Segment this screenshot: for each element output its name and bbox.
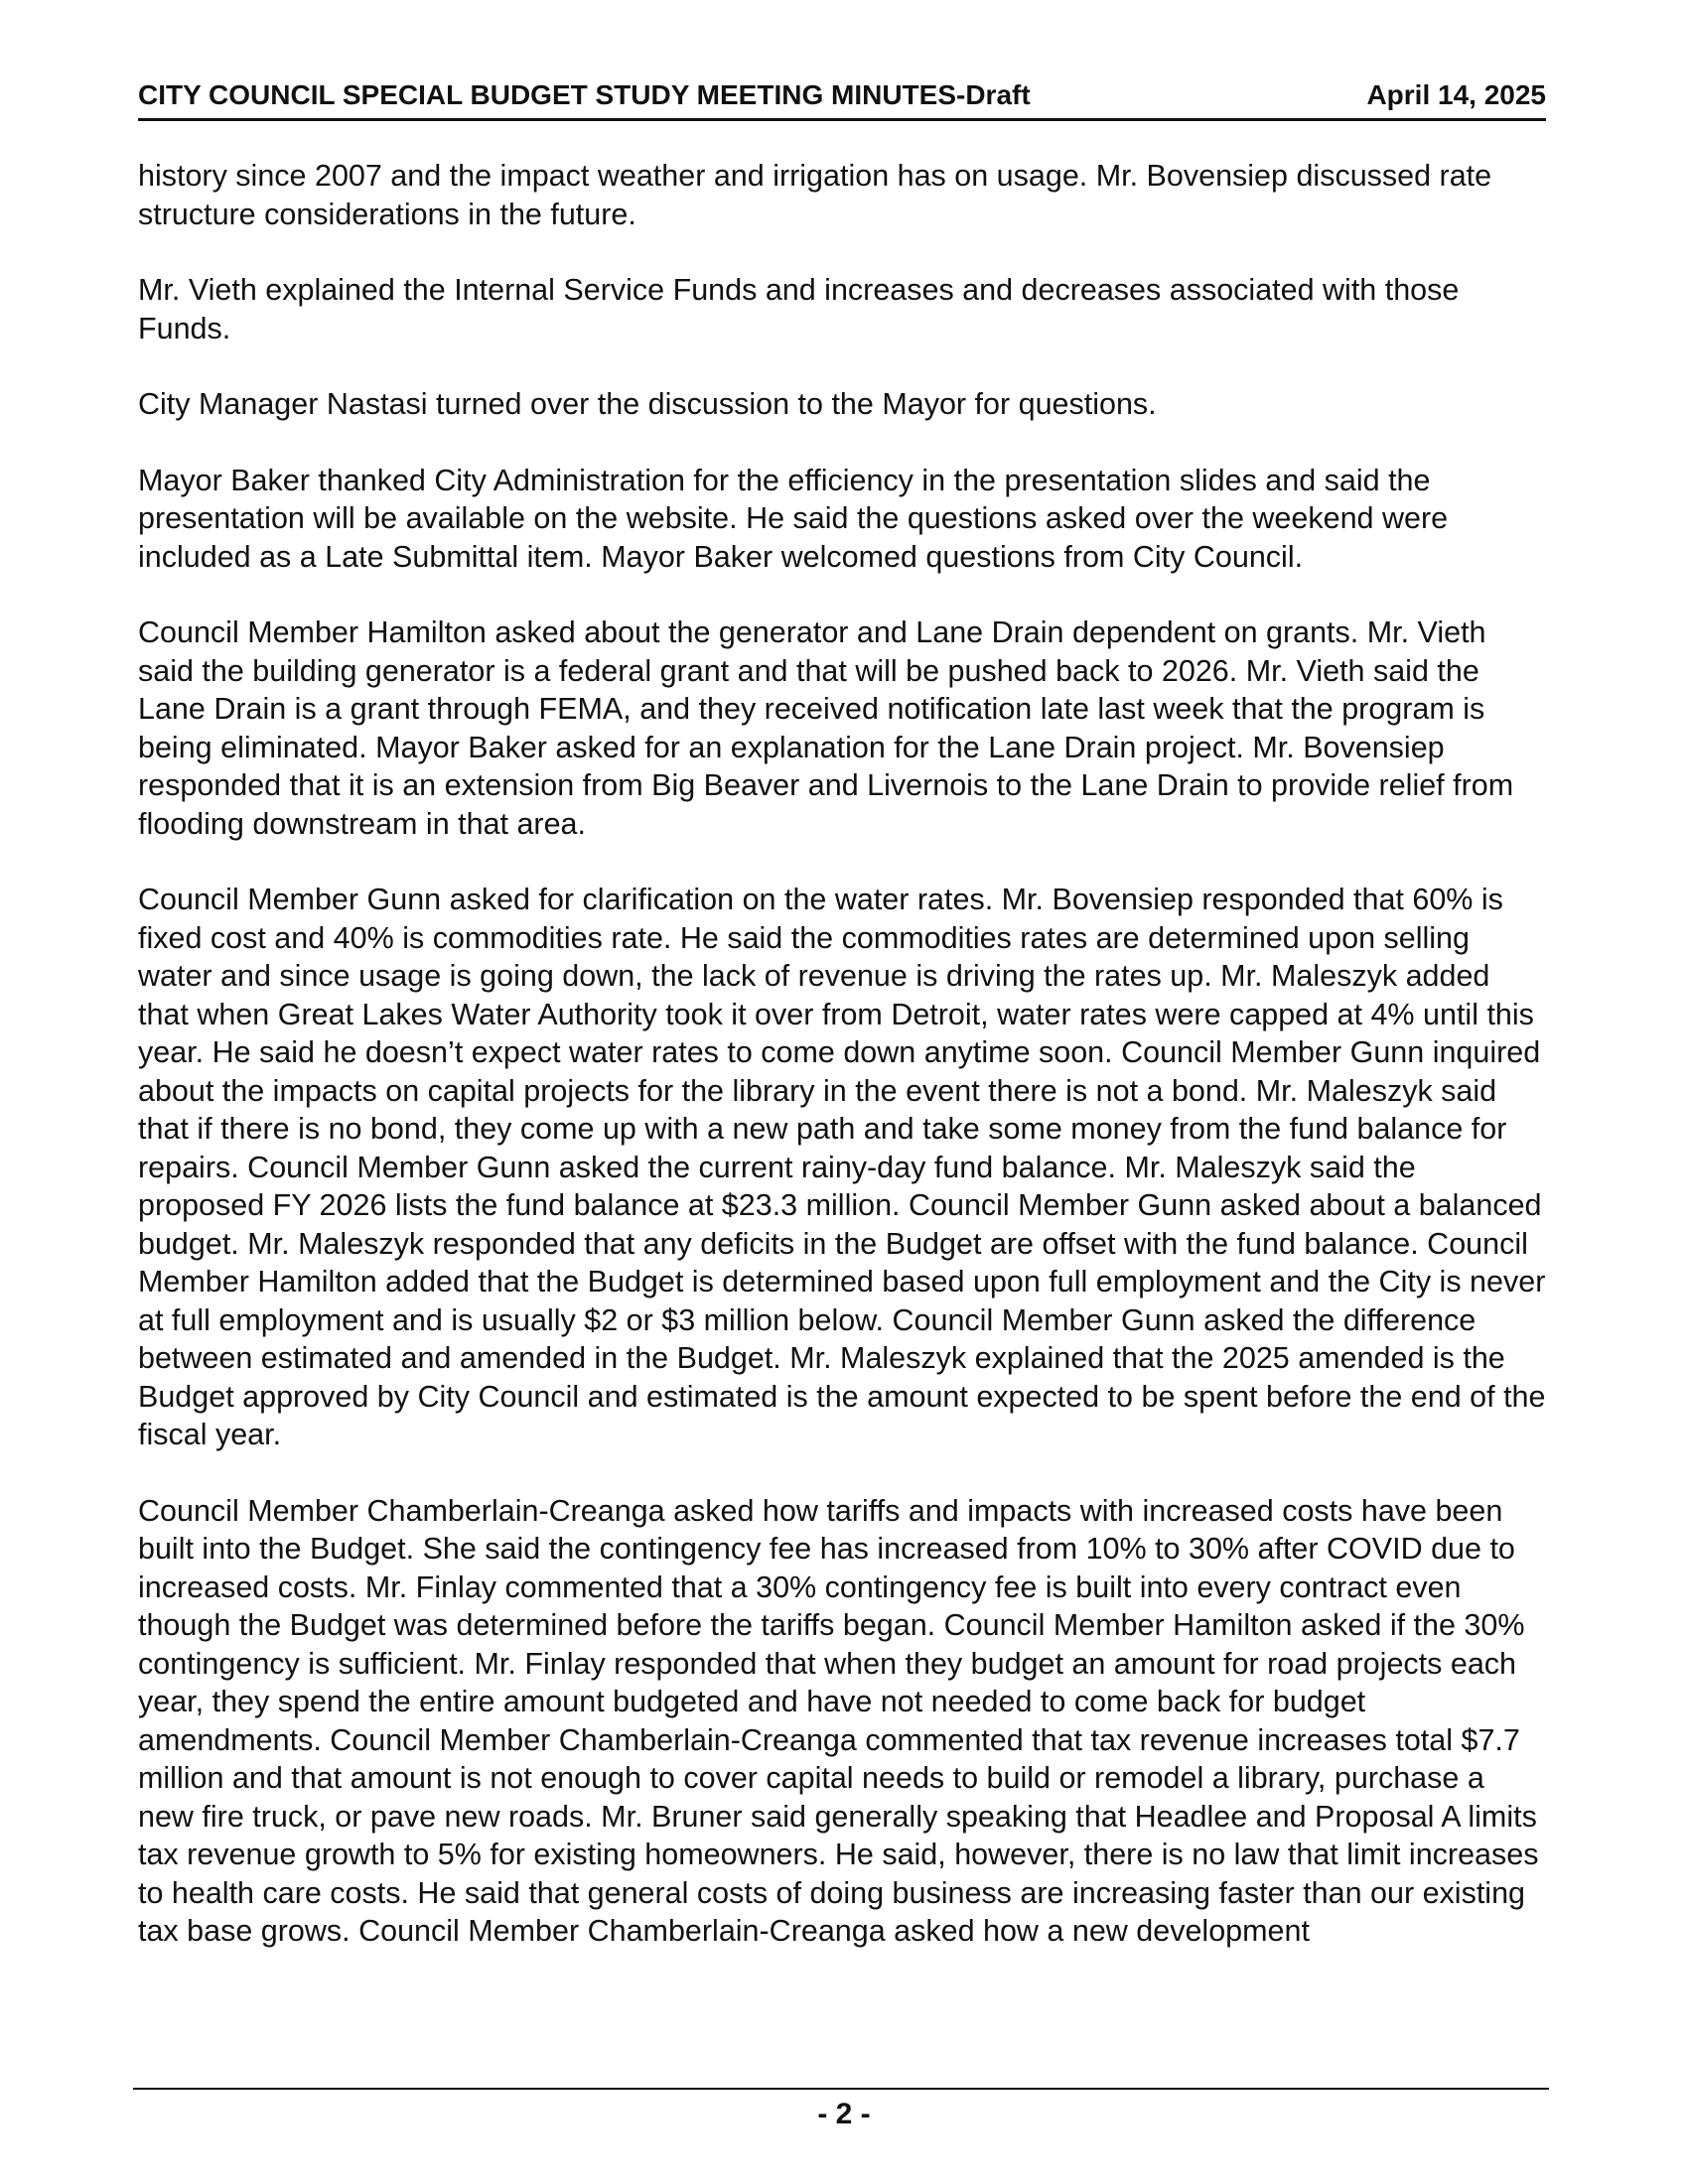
page-number: - 2 - xyxy=(817,2098,871,2130)
paragraph: Mayor Baker thanked City Administration for the efficiency in the presentation slides and said the presentation will be available on the website. He said the questions asked over the weekend were included as a Late Submittal item. Mayor Baker welcomed questions from City Council. xyxy=(138,463,1449,574)
paragraph: City Manager Nastasi turned over the discussion to the Mayor for questions. xyxy=(138,387,1157,421)
minutes-body xyxy=(138,157,1548,1988)
paragraph: Council Member Hamilton asked about the generator and Lane Drain dependent on grants. Mr. Vieth said the building generator is a federal grant and that will be pushed back to 2026. Mr. Vieth said the Lane Drain is a grant through FEMA, and they received notification late last week that the program is being eliminated. Mayor Baker asked for an explanation for the Lane Drain project. Mr. Bovensiep responded that it is an extension from Big Beaver and Livernois to the Lane Drain to provide relief from flooding downstream in that area. xyxy=(138,615,1514,841)
document-title: CITY COUNCIL SPECIAL BUDGET STUDY MEETING MINUTES-Draft xyxy=(138,79,1031,110)
paragraph: Council Member Gunn asked for clarification on the water rates. Mr. Bovensiep responded that 60% is fixed cost and 40% is commodities rate. He said the commodities rates are determined upon selling water and since usage is going down, the lack of revenue is driving the rates up. Mr. Maleszyk added that when Great Lakes Water Authority took it over from Detroit, water rates were capped at 4% until this year. He said he doesn’t expect water rates to come down anytime soon. Council Member Gunn inquired about the impacts on capital projects for the library in the event there is not a bond. Mr. Maleszyk said that if there is no bond, they come up with a new path and take some money from the fund balance for repairs. Council Member Gunn asked the current rainy-day fund balance. Mr. Maleszyk said the proposed FY 2026 lists the fund balance at $23.3 million. Council Member Gunn asked about a balanced budget. Mr. Maleszyk responded that any deficits in the Budget are offset with the fund balance. Council Member Hamilton added that the Budget is determined based upon full employment and the City is never at full employment and is usually $2 or $3 million below. Council Member Gunn asked the difference between estimated and amended in the Budget. Mr. Maleszyk explained that the 2025 amended is the Budget approved by City Council and estimated is the amount expected to be spent before the end of the fiscal year. xyxy=(138,883,1546,1451)
paragraph: history since 2007 and the impact weather and irrigation has on usage. Mr. Bovensiep discussed rate structure considerations in the future. xyxy=(138,159,1492,231)
page-header xyxy=(138,77,1546,121)
paragraph: Council Member Chamberlain-Creanga asked how tariffs and impacts with increased costs have been built into the Budget. She said the contingency fee has increased from 10% to 30% after COVID due to increased costs. Mr. Finlay commented that a 30% contingency fee is built into every contract even though the Budget was determined before the tariffs began. Council Member Hamilton asked if the 30% contingency is sufficient. Mr. Finlay responded that when they budget an amount for road projects each year, they spend the entire amount budgeted and have not needed to come back for budget amendments. Council Member Chamberlain-Creanga commented that tax revenue increases total $7.7 million and that amount is not enough to cover capital needs to build or remodel a library, purchase a new fire truck, or pave new roads. Mr. Bruner said generally speaking that Headlee and Proposal A limits tax revenue growth to 5% for existing homeowners. He said, however, there is no law that limit increases to health care costs. He said that general costs of doing business are increasing faster than our existing tax base grows. Council Member Chamberlain-Creanga asked how a new development xyxy=(138,1493,1539,1948)
paragraph: Mr. Vieth explained the Internal Service Funds and increases and decreases associated with those Funds. xyxy=(138,273,1460,345)
meeting-date: April 14, 2025 xyxy=(1366,79,1546,110)
footer-divider xyxy=(133,2088,1549,2090)
